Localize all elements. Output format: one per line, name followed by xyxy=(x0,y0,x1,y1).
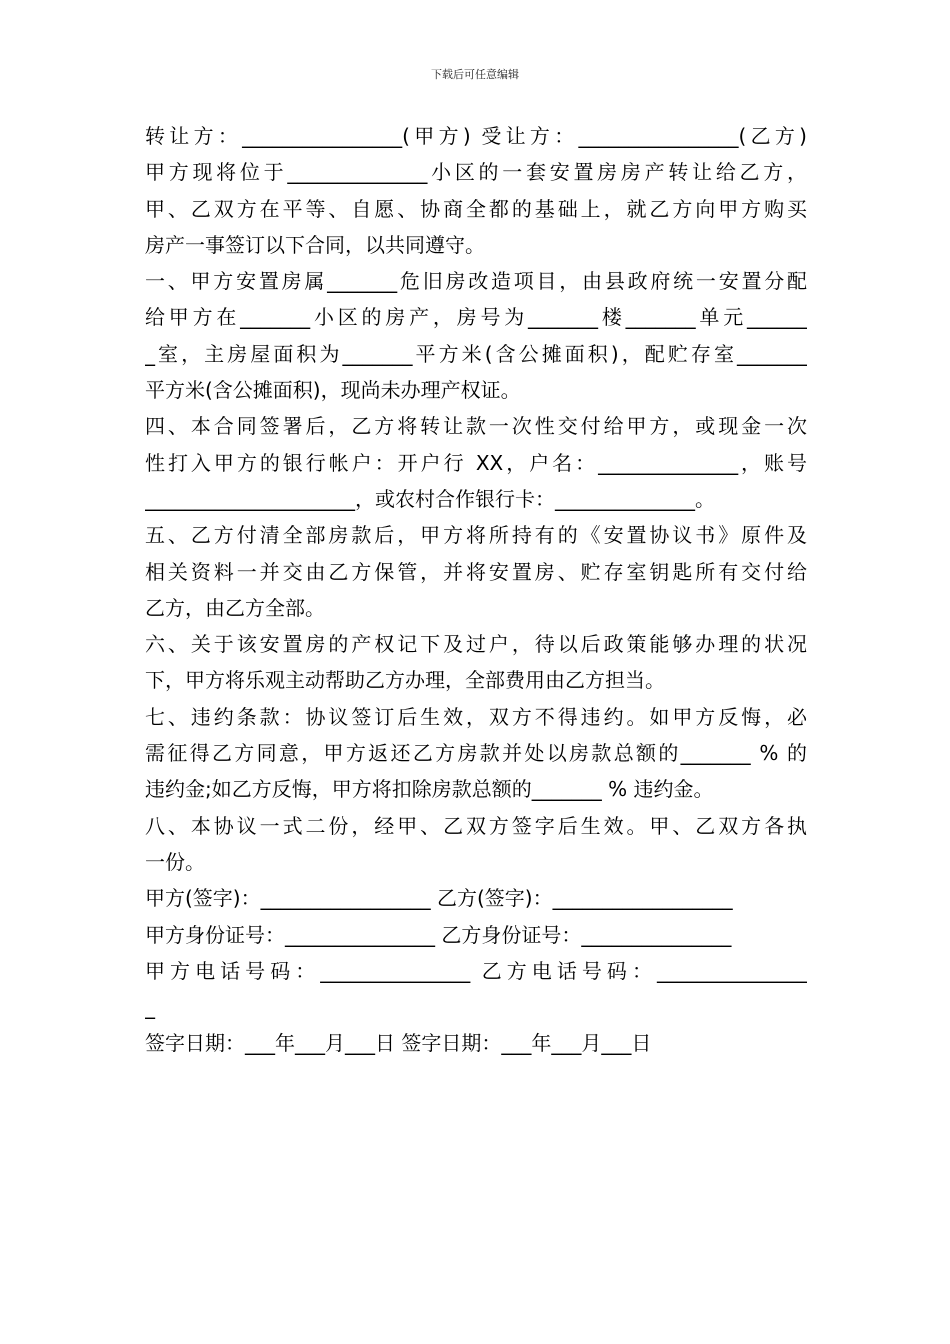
clause-5-line-1: 五、乙方付清全部房款后，甲方将所持有的《安置协议书》原件及 xyxy=(145,523,807,548)
parties-line: 转让方：________________(甲方) 受让方：________________(乙方) xyxy=(145,124,807,148)
phone-number-overflow: _ xyxy=(145,995,155,1020)
id-number-line: 甲方身份证号：_______________ 乙方身份证号：_______________ xyxy=(145,922,732,947)
clause-4-line-3: _____________________，或农村合作银行卡：______________。 xyxy=(145,486,715,511)
clause-1-line-4: 平方米(含公摊面积)，现尚未办理产权证。 xyxy=(145,378,521,403)
clause-8-line-2: 一份。 xyxy=(145,849,205,874)
clause-1-line-2: 给甲方在_______小区的房产，房号为_______楼_______单元______ xyxy=(145,305,807,330)
signing-date-line: 签字日期：___年___月___日 签字日期：___年___月___日 xyxy=(145,1031,652,1056)
signature-line: 甲方(签字)：_________________ 乙方(签字)：__________________ xyxy=(145,886,733,911)
clause-5-line-3: 乙方，由乙方全部。 xyxy=(145,595,325,620)
clause-6-line-2: 下，甲方将乐观主动帮助乙方办理，全部费用由乙方担当。 xyxy=(145,668,665,693)
phone-number-line: 甲方电话号码：_______________ 乙方电话号码：_______________ xyxy=(145,958,807,983)
clause-1-line-1: 一、甲方安置房属_______危旧房改造项目，由县政府统一安置分配 xyxy=(145,269,807,294)
clause-6-line-1: 六、关于该安置房的产权记下及过户，待以后政策能够办理的状况 xyxy=(145,632,807,657)
clause-7-line-1: 七、违约条款：协议签订后生效，双方不得违约。如甲方反悔，必 xyxy=(145,704,807,729)
intro-line-3: 房产一事签订以下合同，以共同遵守。 xyxy=(145,232,485,257)
clause-7-line-3: 违约金;如乙方反悔，甲方将扣除房款总额的_______ % 违约金。 xyxy=(145,777,714,802)
intro-line-2: 甲、乙双方在平等、自愿、协商全都的基础上，就乙方向甲方购买 xyxy=(145,196,807,221)
clause-4-line-2: 性打入甲方的银行帐户：开户行 XX，户名：______________，账号 xyxy=(145,450,807,475)
contract-body xyxy=(145,118,807,1062)
clause-8-line-1: 八、本协议一式二份，经甲、乙双方签字后生效。甲、乙双方各执 xyxy=(145,813,807,838)
clause-1-line-3: _室，主房屋面积为_______平方米(含公摊面积)，配贮存室_______ xyxy=(145,341,807,366)
intro-line-1: 甲方现将位于______________小区的一套安置房房产转让给乙方， xyxy=(145,160,807,185)
clause-4-line-1: 四、本合同签署后，乙方将转让款一次性交付给甲方，或现金一次 xyxy=(145,414,807,439)
clause-7-line-2: 需征得乙方同意，甲方返还乙方房款并处以房款总额的_______ % 的 xyxy=(145,741,807,766)
page-header: 下载后可任意编辑 xyxy=(431,68,519,81)
clause-5-line-2: 相关资料一并交由乙方保管，并将安置房、贮存室钥匙所有交付给 xyxy=(145,559,807,584)
